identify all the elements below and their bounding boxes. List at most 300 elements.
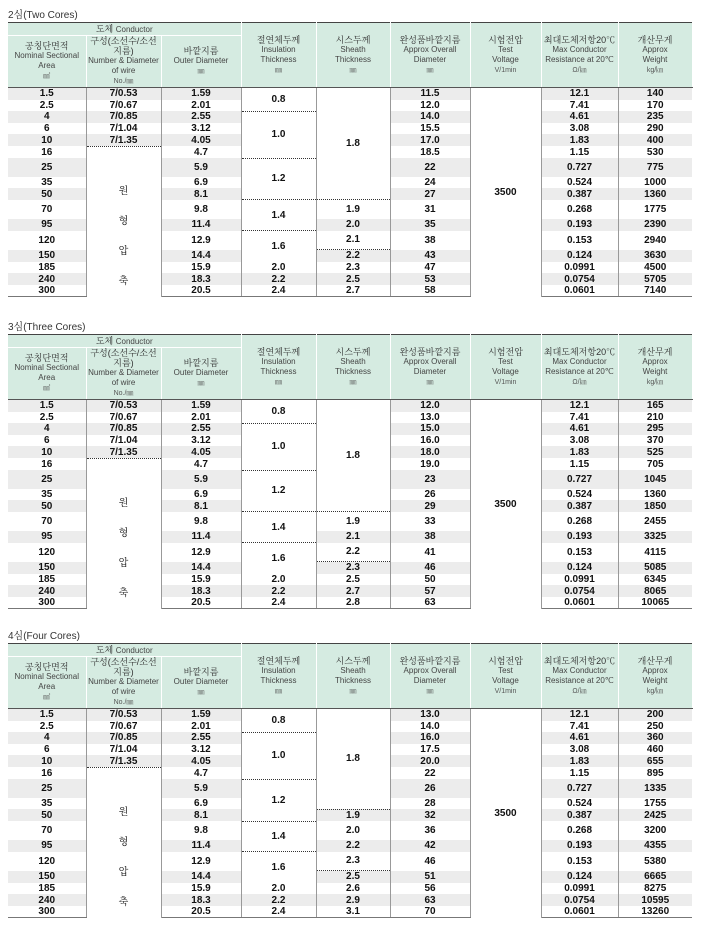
area-cell: 2.5 — [8, 721, 86, 733]
outer-diameter-cell: 6.9 — [161, 798, 241, 810]
weight-cell: 1360 — [618, 188, 692, 200]
area-cell: 240 — [8, 273, 86, 285]
overall-cell: 42 — [390, 840, 470, 852]
weight-cell: 250 — [618, 721, 692, 733]
table-section-three-cores — [8, 318, 692, 623]
conductor-group-header: 도체 Conductor — [8, 644, 241, 657]
weight-cell: 5085 — [618, 562, 692, 574]
outer-diameter-cell: 4.7 — [161, 767, 241, 779]
insulation-cell: 1.2 — [241, 470, 316, 512]
resistance-cell: 0.153 — [541, 543, 618, 562]
insulation-cell: 1.4 — [241, 512, 316, 543]
conductor-group-header: 도체 Conductor — [8, 23, 241, 36]
area-cell: 70 — [8, 512, 86, 531]
resistance-cell: 3.08 — [541, 744, 618, 756]
sheath-cell: 1.9 — [316, 809, 390, 821]
overall-cell: 31 — [390, 200, 470, 219]
area-cell: 70 — [8, 821, 86, 840]
outer-diameter-cell: 4.05 — [161, 446, 241, 458]
resistance-cell: 0.387 — [541, 500, 618, 512]
weight-cell: 1360 — [618, 489, 692, 501]
area-cell: 150 — [8, 562, 86, 574]
overall-cell: 29 — [390, 500, 470, 512]
weight-cell: 8275 — [618, 883, 692, 895]
weight-cell: 10065 — [618, 597, 692, 609]
overall-cell: 14.0 — [390, 111, 470, 123]
weight-cell: 210 — [618, 412, 692, 424]
test-voltage-header: 시험전압 Test Voltage V/1min — [470, 644, 541, 709]
weight-cell: 6345 — [618, 574, 692, 586]
overall-cell: 12.0 — [390, 400, 470, 412]
test-voltage-cell: 3500 — [470, 88, 541, 297]
outer-diameter-cell: 1.59 — [161, 709, 241, 721]
weight-cell: 1045 — [618, 470, 692, 489]
area-cell: 300 — [8, 906, 86, 918]
overall-cell: 35 — [390, 219, 470, 231]
area-cell: 185 — [8, 262, 86, 274]
area-cell: 240 — [8, 585, 86, 597]
sheath-cell: 2.9 — [316, 894, 390, 906]
weight-cell: 4115 — [618, 543, 692, 562]
sheath-cell: 1.9 — [316, 200, 390, 219]
resistance-cell: 1.83 — [541, 134, 618, 146]
resistance-cell: 1.15 — [541, 146, 618, 158]
overall-cell: 63 — [390, 597, 470, 609]
insulation-cell: 1.2 — [241, 779, 316, 821]
table-body — [8, 709, 692, 918]
overall-cell: 23 — [390, 470, 470, 489]
overall-cell: 56 — [390, 883, 470, 895]
outer-diameter-cell: 14.4 — [161, 562, 241, 574]
outer-diameter-cell: 5.9 — [161, 470, 241, 489]
weight-cell: 895 — [618, 767, 692, 779]
sheath-cell: 2.3 — [316, 262, 390, 274]
outer-diameter-cell: 2.55 — [161, 111, 241, 123]
area-cell: 1.5 — [8, 400, 86, 412]
insulation-cell: 0.8 — [241, 709, 316, 733]
composition-cell: 7/0.85 — [86, 111, 161, 123]
resistance-cell: 0.0991 — [541, 574, 618, 586]
weight-cell: 5380 — [618, 852, 692, 871]
outer-diameter-cell: 15.9 — [161, 883, 241, 895]
area-cell: 35 — [8, 798, 86, 810]
table-body — [8, 88, 692, 297]
composition-cell: 7/1.04 — [86, 744, 161, 756]
resistance-cell: 0.387 — [541, 188, 618, 200]
weight-header: 개산무게 Approx Weight kg/㎞ — [618, 335, 692, 400]
overall-diameter-header: 완성품바깥지름 Approx Overall Diameter ㎜ — [390, 644, 470, 709]
insulation-cell: 2.2 — [241, 273, 316, 285]
outer-diameter-cell: 5.9 — [161, 158, 241, 177]
resistance-cell: 4.61 — [541, 732, 618, 744]
outer-diameter-cell: 1.59 — [161, 88, 241, 100]
outer-diameter-cell: 18.3 — [161, 273, 241, 285]
composition-header: 구성(소선수/소선지름) Number & Diameter of wire No./㎜ — [86, 657, 161, 709]
overall-diameter-header: 완성품바깥지름 Approx Overall Diameter ㎜ — [390, 23, 470, 88]
weight-cell: 4500 — [618, 262, 692, 274]
area-cell: 25 — [8, 470, 86, 489]
section-caption: 3심(Three Cores) — [8, 322, 86, 333]
insulation-cell: 2.4 — [241, 906, 316, 918]
resistance-cell: 0.0991 — [541, 883, 618, 895]
overall-cell: 17.0 — [390, 134, 470, 146]
outer-diameter-cell: 2.55 — [161, 423, 241, 435]
area-cell: 95 — [8, 219, 86, 231]
sheath-cell: 2.7 — [316, 585, 390, 597]
sheath-cell: 2.2 — [316, 250, 390, 262]
overall-cell: 13.0 — [390, 709, 470, 721]
overall-cell: 16.0 — [390, 732, 470, 744]
overall-cell: 22 — [390, 767, 470, 779]
weight-cell: 6665 — [618, 871, 692, 883]
insulation-cell: 1.0 — [241, 732, 316, 779]
composition-cell: 7/0.53 — [86, 709, 161, 721]
resistance-cell: 0.124 — [541, 250, 618, 262]
insulation-cell: 1.6 — [241, 543, 316, 574]
sheath-header: 시스두께 Sheath Thickness ㎜ — [316, 644, 390, 709]
overall-cell: 33 — [390, 512, 470, 531]
resistance-cell: 0.268 — [541, 512, 618, 531]
overall-cell: 26 — [390, 489, 470, 501]
weight-cell: 295 — [618, 423, 692, 435]
section-caption: 4심(Four Cores) — [8, 631, 80, 642]
weight-cell: 140 — [618, 88, 692, 100]
composition-cell: 7/0.67 — [86, 721, 161, 733]
area-cell: 2.5 — [8, 100, 86, 112]
resistance-cell: 4.61 — [541, 423, 618, 435]
area-cell: 4 — [8, 732, 86, 744]
outer-diameter-cell: 6.9 — [161, 177, 241, 189]
sheath-cell: 2.8 — [316, 597, 390, 609]
outer-diameter-header: 바깥지름 Outer Diameter ㎜ — [161, 36, 241, 88]
composition-cell: 7/0.67 — [86, 100, 161, 112]
insulation-cell: 2.4 — [241, 285, 316, 297]
area-cell: 25 — [8, 779, 86, 798]
outer-diameter-cell: 20.5 — [161, 597, 241, 609]
outer-diameter-cell: 11.4 — [161, 840, 241, 852]
insulation-cell: 0.8 — [241, 88, 316, 112]
overall-cell: 14.0 — [390, 721, 470, 733]
outer-diameter-cell: 2.01 — [161, 721, 241, 733]
overall-cell: 13.0 — [390, 412, 470, 424]
resistance-cell: 0.524 — [541, 798, 618, 810]
test-voltage-cell: 3500 — [470, 709, 541, 918]
compressed-round-label: 원 형 압 축 — [86, 458, 161, 609]
area-cell: 240 — [8, 894, 86, 906]
outer-diameter-cell: 8.1 — [161, 809, 241, 821]
area-cell: 25 — [8, 158, 86, 177]
resistance-cell: 3.08 — [541, 123, 618, 135]
resistance-cell: 1.83 — [541, 755, 618, 767]
insulation-cell: 2.0 — [241, 262, 316, 274]
overall-cell: 46 — [390, 562, 470, 574]
sheath-cell: 1.8 — [316, 88, 390, 200]
overall-cell: 46 — [390, 852, 470, 871]
overall-cell: 15.5 — [390, 123, 470, 135]
weight-cell: 360 — [618, 732, 692, 744]
overall-cell: 18.0 — [390, 446, 470, 458]
outer-diameter-cell: 20.5 — [161, 285, 241, 297]
overall-cell: 12.0 — [390, 100, 470, 112]
area-cell: 185 — [8, 883, 86, 895]
resistance-header: 최대도체저항20℃ Max Conductor Resistance at 20℃ Ω/㎞ — [541, 23, 618, 88]
outer-diameter-cell: 9.8 — [161, 821, 241, 840]
weight-cell: 165 — [618, 400, 692, 412]
insulation-header: 절연체두께 Insulation Thickness ㎜ — [241, 23, 316, 88]
sheath-cell: 2.3 — [316, 852, 390, 871]
overall-cell: 70 — [390, 906, 470, 918]
resistance-cell: 0.124 — [541, 562, 618, 574]
sheath-cell: 2.0 — [316, 821, 390, 840]
resistance-cell: 12.1 — [541, 709, 618, 721]
test-voltage-header: 시험전압 Test Voltage V/1min — [470, 335, 541, 400]
overall-cell: 19.0 — [390, 458, 470, 470]
overall-cell: 63 — [390, 894, 470, 906]
weight-cell: 2425 — [618, 809, 692, 821]
composition-cell: 7/1.35 — [86, 134, 161, 146]
composition-cell: 7/0.85 — [86, 732, 161, 744]
outer-diameter-cell: 4.7 — [161, 146, 241, 158]
overall-cell: 41 — [390, 543, 470, 562]
overall-cell: 24 — [390, 177, 470, 189]
insulation-cell: 1.6 — [241, 231, 316, 262]
area-cell: 16 — [8, 458, 86, 470]
composition-header: 구성(소선수/소선지름) Number & Diameter of wire No./㎜ — [86, 36, 161, 88]
weight-cell: 5705 — [618, 273, 692, 285]
resistance-cell: 0.387 — [541, 809, 618, 821]
overall-cell: 38 — [390, 231, 470, 250]
sheath-cell: 2.6 — [316, 883, 390, 895]
weight-cell: 13260 — [618, 906, 692, 918]
overall-cell: 26 — [390, 779, 470, 798]
area-cell: 10 — [8, 446, 86, 458]
area-cell: 16 — [8, 767, 86, 779]
insulation-cell: 2.2 — [241, 894, 316, 906]
resistance-cell: 0.268 — [541, 200, 618, 219]
conductor-group-header: 도체 Conductor — [8, 335, 241, 348]
area-cell: 35 — [8, 177, 86, 189]
overall-cell: 20.0 — [390, 755, 470, 767]
weight-header: 개산무게 Approx Weight kg/㎞ — [618, 644, 692, 709]
resistance-cell: 4.61 — [541, 111, 618, 123]
weight-cell: 775 — [618, 158, 692, 177]
insulation-header: 절연체두께 Insulation Thickness ㎜ — [241, 335, 316, 400]
spec-table-four-cores — [8, 643, 693, 918]
sheath-cell: 2.5 — [316, 871, 390, 883]
outer-diameter-cell: 14.4 — [161, 250, 241, 262]
overall-cell: 58 — [390, 285, 470, 297]
table-body — [8, 400, 692, 609]
resistance-cell: 0.727 — [541, 470, 618, 489]
weight-cell: 525 — [618, 446, 692, 458]
table-section-four-cores — [8, 627, 692, 932]
resistance-cell: 3.08 — [541, 435, 618, 447]
resistance-cell: 0.153 — [541, 231, 618, 250]
weight-cell: 7140 — [618, 285, 692, 297]
resistance-cell: 0.153 — [541, 852, 618, 871]
composition-cell: 7/1.04 — [86, 123, 161, 135]
table-section-two-cores — [8, 6, 692, 311]
outer-diameter-cell: 12.9 — [161, 852, 241, 871]
weight-cell: 4355 — [618, 840, 692, 852]
resistance-cell: 0.524 — [541, 177, 618, 189]
weight-cell: 3200 — [618, 821, 692, 840]
weight-header: 개산무게 Approx Weight kg/㎞ — [618, 23, 692, 88]
outer-diameter-cell: 2.55 — [161, 732, 241, 744]
resistance-cell: 12.1 — [541, 400, 618, 412]
outer-diameter-cell: 3.12 — [161, 744, 241, 756]
weight-cell: 200 — [618, 709, 692, 721]
weight-cell: 10595 — [618, 894, 692, 906]
sheath-cell: 2.1 — [316, 231, 390, 250]
resistance-cell: 0.524 — [541, 489, 618, 501]
sheath-cell: 2.2 — [316, 840, 390, 852]
resistance-cell: 12.1 — [541, 88, 618, 100]
sheath-cell: 2.1 — [316, 531, 390, 543]
weight-cell: 2455 — [618, 512, 692, 531]
area-cell: 95 — [8, 531, 86, 543]
spec-table-two-cores — [8, 22, 693, 297]
resistance-cell: 0.0991 — [541, 262, 618, 274]
outer-diameter-cell: 2.01 — [161, 412, 241, 424]
sheath-cell: 1.9 — [316, 512, 390, 531]
section-caption: 2심(Two Cores) — [8, 10, 78, 21]
area-cell: 150 — [8, 250, 86, 262]
insulation-cell: 1.0 — [241, 111, 316, 158]
outer-diameter-header: 바깥지름 Outer Diameter ㎜ — [161, 348, 241, 400]
overall-cell: 51 — [390, 871, 470, 883]
outer-diameter-cell: 12.9 — [161, 543, 241, 562]
composition-cell: 7/0.53 — [86, 88, 161, 100]
insulation-cell: 0.8 — [241, 400, 316, 424]
weight-cell: 460 — [618, 744, 692, 756]
area-cell: 300 — [8, 597, 86, 609]
overall-cell: 38 — [390, 531, 470, 543]
resistance-cell: 0.193 — [541, 840, 618, 852]
area-cell: 1.5 — [8, 709, 86, 721]
overall-cell: 43 — [390, 250, 470, 262]
area-cell: 6 — [8, 744, 86, 756]
weight-cell: 3325 — [618, 531, 692, 543]
outer-diameter-cell: 3.12 — [161, 123, 241, 135]
outer-diameter-cell: 18.3 — [161, 585, 241, 597]
insulation-cell: 2.4 — [241, 597, 316, 609]
resistance-cell: 0.0601 — [541, 906, 618, 918]
weight-cell: 1755 — [618, 798, 692, 810]
sheath-header: 시스두께 Sheath Thickness ㎜ — [316, 335, 390, 400]
overall-diameter-header: 완성품바깥지름 Approx Overall Diameter ㎜ — [390, 335, 470, 400]
area-cell: 120 — [8, 543, 86, 562]
weight-cell: 655 — [618, 755, 692, 767]
outer-diameter-cell: 2.01 — [161, 100, 241, 112]
overall-cell: 22 — [390, 158, 470, 177]
resistance-cell: 0.0601 — [541, 597, 618, 609]
sheath-cell: 3.1 — [316, 906, 390, 918]
overall-cell: 57 — [390, 585, 470, 597]
insulation-cell: 1.4 — [241, 821, 316, 851]
weight-cell: 290 — [618, 123, 692, 135]
area-cell: 1.5 — [8, 88, 86, 100]
overall-cell: 18.5 — [390, 146, 470, 158]
area-cell: 10 — [8, 134, 86, 146]
area-cell: 70 — [8, 200, 86, 219]
sheath-cell: 2.0 — [316, 219, 390, 231]
weight-cell: 1335 — [618, 779, 692, 798]
area-cell: 4 — [8, 423, 86, 435]
outer-diameter-cell: 11.4 — [161, 219, 241, 231]
composition-cell: 7/1.04 — [86, 435, 161, 447]
insulation-cell: 2.0 — [241, 883, 316, 895]
insulation-header: 절연체두께 Insulation Thickness ㎜ — [241, 644, 316, 709]
area-cell: 35 — [8, 489, 86, 501]
weight-cell: 400 — [618, 134, 692, 146]
test-voltage-header: 시험전압 Test Voltage V/1min — [470, 23, 541, 88]
resistance-header: 최대도체저항20℃ Max Conductor Resistance at 20℃ Ω/㎞ — [541, 644, 618, 709]
weight-cell: 2390 — [618, 219, 692, 231]
composition-cell: 7/0.67 — [86, 412, 161, 424]
insulation-cell: 2.2 — [241, 585, 316, 597]
outer-diameter-cell: 5.9 — [161, 779, 241, 798]
outer-diameter-cell: 1.59 — [161, 400, 241, 412]
composition-cell: 7/1.35 — [86, 755, 161, 767]
resistance-header: 최대도체저항20℃ Max Conductor Resistance at 20℃ Ω/㎞ — [541, 335, 618, 400]
area-cell: 120 — [8, 852, 86, 871]
outer-diameter-cell: 11.4 — [161, 531, 241, 543]
area-cell: 300 — [8, 285, 86, 297]
area-cell: 120 — [8, 231, 86, 250]
overall-cell: 17.5 — [390, 744, 470, 756]
resistance-cell: 0.0601 — [541, 285, 618, 297]
overall-cell: 36 — [390, 821, 470, 840]
area-cell: 95 — [8, 840, 86, 852]
area-cell: 6 — [8, 435, 86, 447]
resistance-cell: 1.83 — [541, 446, 618, 458]
outer-diameter-cell: 15.9 — [161, 262, 241, 274]
resistance-cell: 0.124 — [541, 871, 618, 883]
sheath-header: 시스두께 Sheath Thickness ㎜ — [316, 23, 390, 88]
area-cell: 50 — [8, 809, 86, 821]
area-cell: 185 — [8, 574, 86, 586]
insulation-cell: 1.0 — [241, 423, 316, 470]
weight-cell: 8065 — [618, 585, 692, 597]
sheath-cell: 2.5 — [316, 574, 390, 586]
composition-cell: 7/0.85 — [86, 423, 161, 435]
outer-diameter-cell: 4.05 — [161, 755, 241, 767]
outer-diameter-cell: 14.4 — [161, 871, 241, 883]
resistance-cell: 0.727 — [541, 779, 618, 798]
area-cell: 16 — [8, 146, 86, 158]
composition-cell: 7/0.53 — [86, 400, 161, 412]
area-cell: 50 — [8, 188, 86, 200]
weight-cell: 3630 — [618, 250, 692, 262]
sheath-cell: 2.7 — [316, 285, 390, 297]
area-header: 공칭단면적 Nominal Sectional Area ㎟ — [8, 657, 86, 709]
weight-cell: 1850 — [618, 500, 692, 512]
insulation-cell: 1.6 — [241, 852, 316, 883]
area-header: 공칭단면적 Nominal Sectional Area ㎟ — [8, 36, 86, 88]
resistance-cell: 7.41 — [541, 721, 618, 733]
area-header: 공칭단면적 Nominal Sectional Area ㎟ — [8, 348, 86, 400]
sheath-cell: 2.3 — [316, 562, 390, 574]
overall-cell: 28 — [390, 798, 470, 810]
outer-diameter-cell: 15.9 — [161, 574, 241, 586]
overall-cell: 47 — [390, 262, 470, 274]
sheath-cell: 1.8 — [316, 709, 390, 810]
resistance-cell: 1.15 — [541, 458, 618, 470]
compressed-round-label: 원 형 압 축 — [86, 146, 161, 297]
resistance-cell: 0.268 — [541, 821, 618, 840]
composition-header: 구성(소선수/소선지름) Number & Diameter of wire No./㎜ — [86, 348, 161, 400]
